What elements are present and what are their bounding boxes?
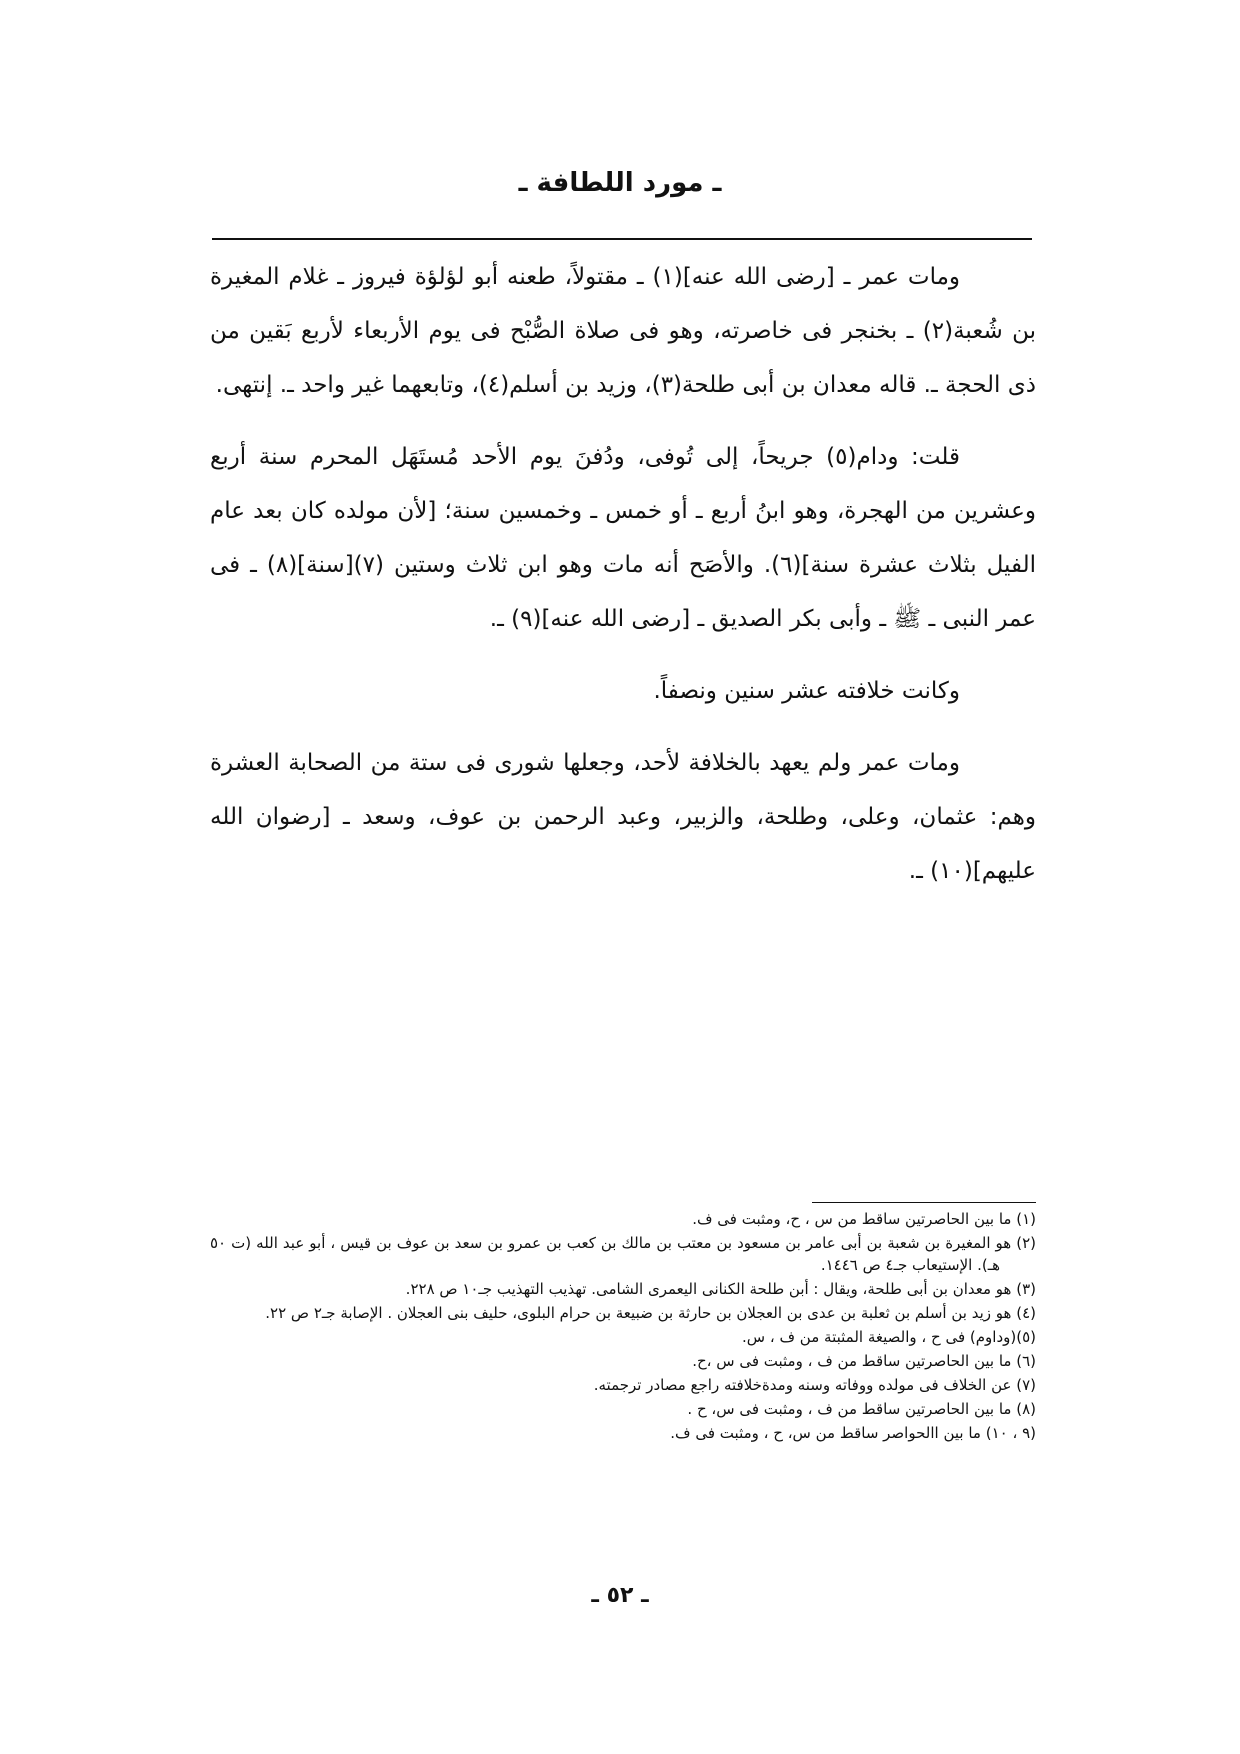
footnote-separator	[812, 1202, 1036, 1203]
page-number: ـ ٥٢ ـ	[591, 1583, 649, 1608]
body-paragraph: وكانت خلافته عشر سنين ونصفاً.	[653, 678, 960, 704]
footnote: (٥)(وداوم) فى ح ، والصيغة المثبتة من ف ، س.	[742, 1328, 1036, 1346]
body-paragraph: قلت: ودام(٥) جريحاً، إلى تُوفى، ودُفنَ يوم الأحد مُستَهَل المحرم سنة أربع وعشرين من الهجرة، وهو ابنُ أربع ـ أو خمس ـ وخمسين سنة؛ [لأن مولده كان بعد عام الفيل بثلاث عشرة سنة](٦). والأصَح أنه مات وهو ابن ثلاث وستين (٧)[سنة](٨) ـ فى عمر النبى ـ ﷺ ـ وأبى بكر الصديق ـ [رضى الله عنه](٩) ـ.	[210, 444, 1037, 632]
footnote: (٦) ما بين الحاصرتين ساقط من ف ، ومثبت فى س ،ح.	[692, 1352, 1036, 1370]
body-paragraph: ومات عمر ـ [رضى الله عنه](١) ـ مقتولاً، طعنه أبو لؤلؤة فيروز ـ غلام المغيرة بن شُعبة(٢) ـ بخنجر فى خاصرته، وهو فى صلاة الصُّبْح فى يوم الأربعاء لأربع بَقين من ذى الحجة ـ. قاله معدان بن أبى طلحة(٣)، وزيد بن أسلم(٤)، وتابعهما غير واحد ـ. إنتهى.	[210, 264, 1036, 398]
footnotes	[210, 1208, 1036, 1446]
footnote: (٩ ، ١٠) ما بين االحواصر ساقط من س، ح ، ومثبت فى ف.	[670, 1424, 1036, 1442]
running-title: ـ مورد اللطافة ـ	[518, 168, 722, 198]
main-text	[210, 250, 1036, 916]
body-paragraph: ومات عمر ولم يعهد بالخلافة لأحد، وجعلها شورى فى ستة من الصحابة العشرة وهم: عثمان، وعلى، وطلحة، والزبير، وعبد الرحمن بن عوف، وسعد ـ [رضوان الله عليهم](١٠) ـ.	[210, 750, 1036, 884]
footnote: (٧) عن الخلاف فى مولده ووفاته وسنه ومدةخلافته راجع مصادر ترجمته.	[593, 1376, 1036, 1394]
footnote: (١) ما بين الحاصرتين ساقط من س ، ح، ومثبت فى ف.	[692, 1210, 1036, 1228]
footnote: (٣) هو معدان بن أبى طلحة، ويقال : أبن طلحة الكنانى اليعمرى الشامى. تهذيب التهذيب جـ١٠ ص ٢٢٨.	[405, 1280, 1036, 1298]
footnote: (٨) ما بين الحاصرتين ساقط من ف ، ومثبت فى س، ح .	[687, 1400, 1036, 1418]
footnote: (٢) هو المغيرة بن شعبة بن أبى عامر بن مسعود بن معتب بن مالك بن كعب بن عمرو بن سعد بن عوف بن قيس ، أبو عبد الله (ت ٥٠ هـ). الإستيعاب جـ٤ ص ١٤٤٦.	[210, 1234, 1036, 1274]
header-rule	[212, 238, 1032, 240]
footnote: (٤) هو زيد بن أسلم بن ثعلبة بن عدى بن العجلان بن حارثة بن ضبيعة بن حرام البلوى، حليف بنى العجلان . الإصابة جـ٢ ص ٢٢.	[265, 1304, 1036, 1322]
